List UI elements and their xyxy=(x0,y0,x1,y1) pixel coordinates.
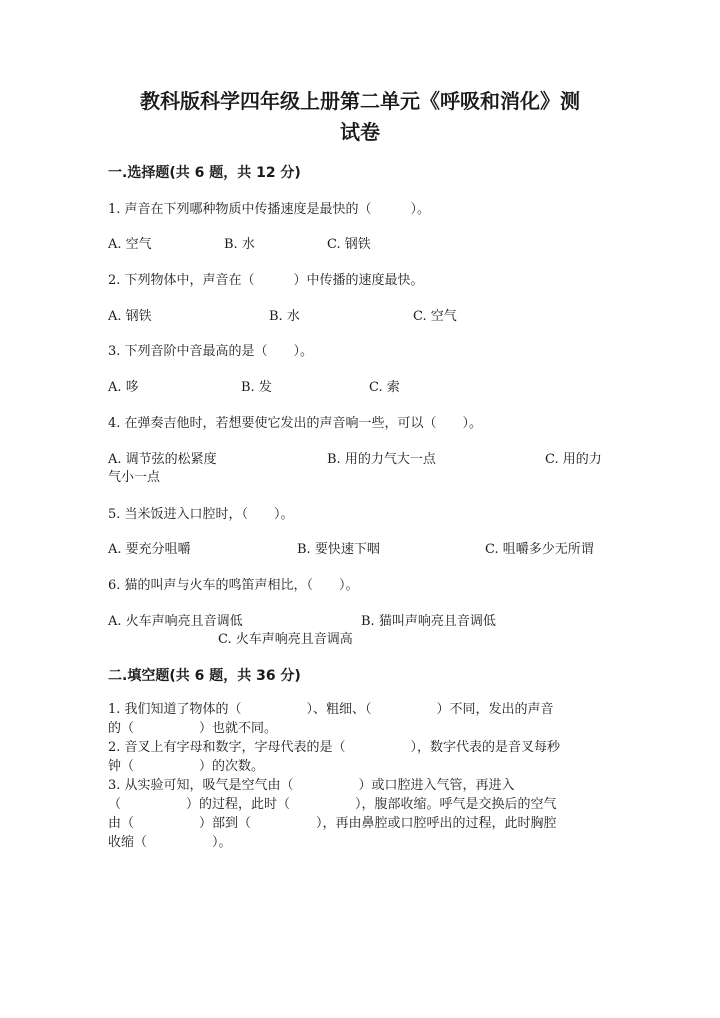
fill-question-1 xyxy=(108,700,613,738)
question-6-option-c: C. 火车声响亮且音调高 xyxy=(218,632,353,647)
fill-question-1-line-1: 1. 我们知道了物体的（ ）、粗细、（ ）不同，发出的声音 xyxy=(108,702,554,717)
fill-question-3 xyxy=(108,776,613,852)
question-2-option-c: C. 空气 xyxy=(413,309,457,324)
fill-question-2 xyxy=(108,738,613,776)
question-4-option-b: B. 用的力气大一点 xyxy=(327,452,436,467)
question-5-stem: 5. 当米饭进入口腔时，（ ）。 xyxy=(108,507,294,522)
fill-question-3-line-2: （ ）的过程，此时（ ），腹部收缩。呼气是交换后的空气 xyxy=(108,797,557,812)
question-6-option-a: A. 火车声响亮且音调低 xyxy=(108,614,243,629)
question-1-option-a: A. 空气 xyxy=(108,237,152,252)
section-2-heading: 二.填空题(共 6 题，共 36 分) xyxy=(108,668,301,684)
question-4-stem: 4. 在弹奏吉他时，若想要使它发出的声音响一些，可以（ ）。 xyxy=(108,416,483,431)
question-2-option-a: A. 钢铁 xyxy=(108,309,152,324)
question-2-option-b: B. 水 xyxy=(269,309,300,324)
question-3-option-a: A. 哆 xyxy=(108,380,139,395)
fill-question-2-line-2: 钟（ ）的次数。 xyxy=(108,759,265,774)
fill-question-1-line-2: 的（ ）也就不同。 xyxy=(108,721,278,736)
question-5-option-a: A. 要充分咀嚼 xyxy=(108,542,191,557)
question-5-option-b: B. 要快速下咽 xyxy=(297,542,380,557)
title-line-1: 教科版科学四年级上册第二单元《呼吸和消化》测 xyxy=(140,89,580,113)
question-4-option-a: A. 调节弦的松紧度 xyxy=(108,452,217,467)
question-2-stem: 2. 下列物体中，声音在（ ）中传播的速度最快。 xyxy=(108,273,424,288)
question-3-stem: 3. 下列音阶中音最高的是（ ）。 xyxy=(108,344,314,359)
question-4-option-c-continued: 气小一点 xyxy=(108,470,161,485)
fill-question-3-line-4: 收缩（ ）。 xyxy=(108,835,232,850)
fill-question-3-line-3: 由（ ）部到（ ），再由鼻腔或口腔呼出的过程，此时胸腔 xyxy=(108,816,557,831)
section-1-heading: 一.选择题(共 6 题，共 12 分) xyxy=(108,165,301,181)
fill-question-3-line-1: 3. 从实验可知，吸气是空气由（ ）或口腔进入气管，再进入 xyxy=(108,778,515,793)
question-3-option-b: B. 发 xyxy=(241,380,272,395)
question-4-option-c: C. 用的力 xyxy=(545,452,602,467)
question-1-stem: 1. 声音在下列哪种物质中传播速度是最快的（ ）。 xyxy=(108,202,431,217)
page-title xyxy=(100,86,620,148)
fill-question-2-line-1: 2. 音叉上有字母和数字，字母代表的是（ ），数字代表的是音叉每秒 xyxy=(108,740,561,755)
question-6-stem: 6. 猫的叫声与火车的鸣笛声相比，（ ）。 xyxy=(108,578,359,593)
question-3-option-c: C. 索 xyxy=(369,380,400,395)
question-6-option-b: B. 猫叫声响亮且音调低 xyxy=(361,614,496,629)
title-line-2: 试卷 xyxy=(340,120,380,144)
question-1-option-c: C. 钢铁 xyxy=(327,237,371,252)
question-1-option-b: B. 水 xyxy=(224,237,255,252)
question-5-option-c: C. 咀嚼多少无所谓 xyxy=(485,542,594,557)
